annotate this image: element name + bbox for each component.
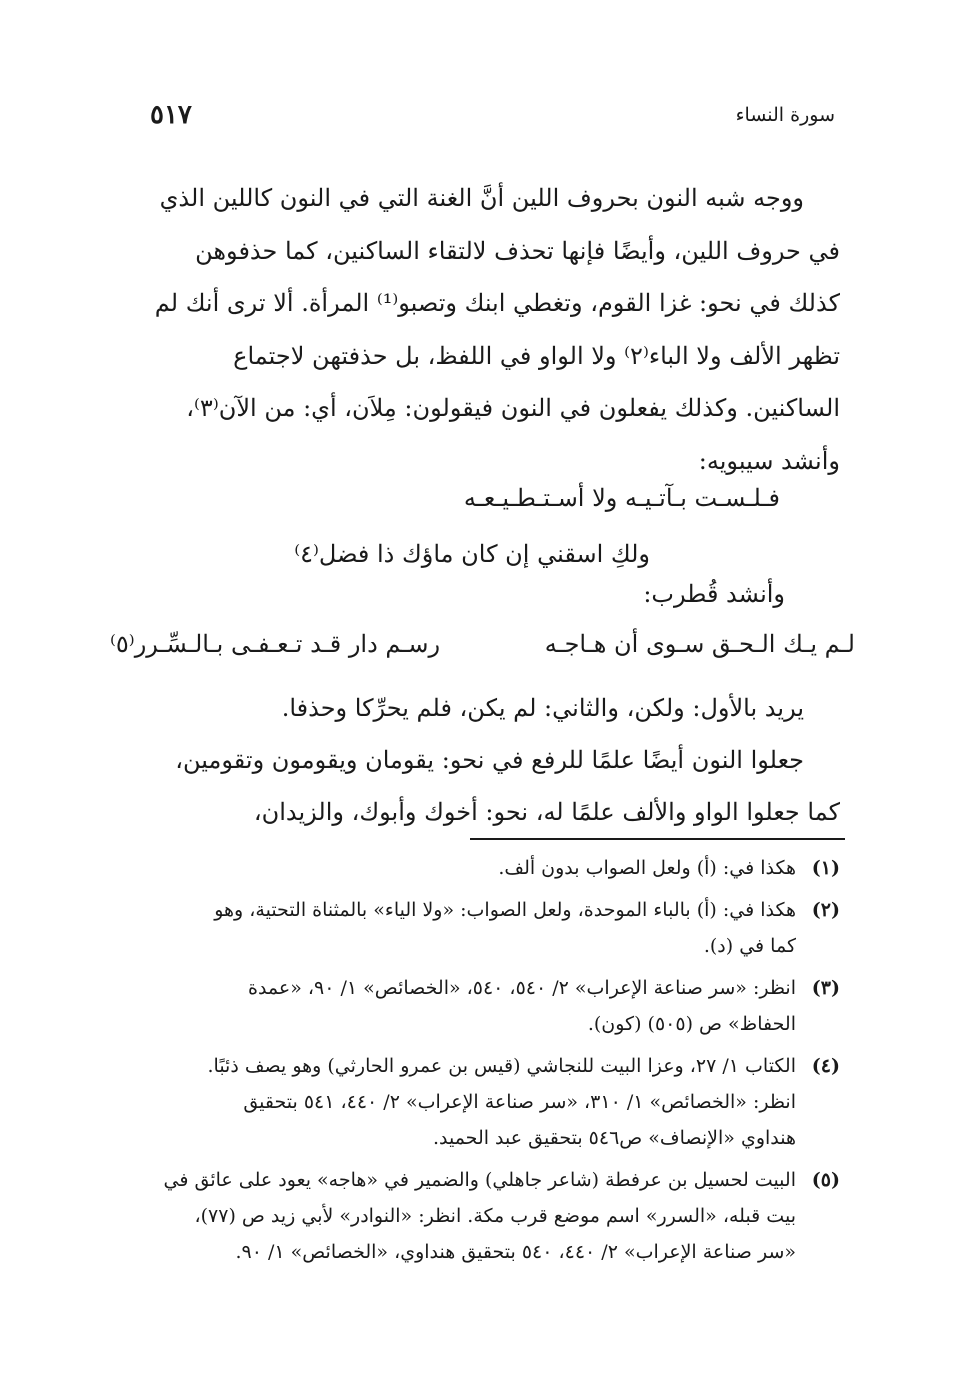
- text-line: ووجه شبه النون بحروف اللين أنَّ الغنة التي في النون كاللين الذي: [159, 184, 804, 212]
- footnote-divider: [470, 838, 845, 840]
- footnote-line: البيت لحسيل بن عرفطة (شاعر جاهلي) والضمير في «هاجه» يعود على عائق في: [163, 1169, 796, 1191]
- footnote-number: (١): [811, 857, 840, 879]
- text-line: وأنشد سيبويه:: [698, 446, 840, 475]
- footnote-1: [110, 850, 840, 886]
- footnote-line: هكذا في: (أ) بالباء الموحدة، ولعل الصواب: «ولا الياء» بالمثناة التحتية، وهو: [214, 899, 796, 921]
- footnote-line: بيت قبله، «السرر» اسم موضع قرب مكة. انظر: «النوادر» لأبي زيد ص (٧٧)،: [194, 1205, 796, 1227]
- footnote-line: انظر: «سر صناعة الإعراب» ٢/ ٥٤٠، ٥٤٠، «الخصائص» ١/ ٩٠، «عمدة: [248, 977, 796, 999]
- page-header: [150, 100, 835, 144]
- footnotes: [110, 850, 840, 1276]
- footnote-line: انظر: «الخصائص» ١/ ٣١٠، «سر صناعة الإعراب» ٢/ ٤٤٠، ٥٤١ بتحقيق: [243, 1091, 796, 1113]
- verse-hemistich: رسـم دار قـد تـعـفـى بـالـسِّـرر⁽٥⁾: [110, 630, 441, 658]
- verse-hemistich: ولكِ اسقني إن كان ماؤك ذا فضل⁽٤⁾: [294, 540, 650, 568]
- footnote-line: الحفاظ» ص (٥٠٥) (كون).: [587, 1013, 796, 1035]
- poetry-verse-2: [110, 630, 855, 674]
- footnote-line: هنداوي «الإنصاف» ص٥٤٦ بتحقيق عبد الحميد.: [432, 1127, 796, 1149]
- text-line: كما جعلوا الواو والألف علمًا له، نحو: أخوك وأبوك، والزيدان،: [253, 798, 840, 826]
- footnote-number: (٣): [811, 977, 840, 999]
- verse-hemistich: لـم يـك الـحـق سـوى أن هـاجـه: [544, 630, 855, 658]
- footnote-number: (٤): [811, 1055, 840, 1077]
- footnote-line: كما في (د).: [703, 935, 796, 957]
- text-line: جعلوا النون أيضًا علمًا للرفع في نحو: يقومان ويقومون وتقومين،: [175, 746, 804, 774]
- footnote-4: [110, 1048, 840, 1156]
- verse-hemistich: فـلـسـت بـآتـيـه ولا أسـتـطـيـعـه: [463, 484, 780, 512]
- page-number: ٥١٧: [150, 100, 192, 130]
- text-line: الساكنين. وكذلك يفعلون في النون فيقولون: مِلاَن، أي: من الآن⁽٣⁾،: [186, 394, 840, 422]
- footnote-5: [110, 1162, 840, 1270]
- text-line: يريد بالأول: ولكن، والثاني: لم يكن، فلم يحرِّكا وحذفا.: [281, 694, 804, 722]
- main-text: [110, 172, 840, 487]
- footnote-line: هكذا في: (أ) ولعل الصواب بدون ألف.: [498, 857, 796, 879]
- footnote-3: [110, 970, 840, 1042]
- verse-intro: وأنشد قُطرب:: [643, 580, 785, 608]
- footnote-line: «سر صناعة الإعراب» ٢/ ٤٤٠، ٥٤٠ بتحقيق هنداوي، «الخصائص» ١/ ٩٠.: [235, 1241, 796, 1263]
- surah-title: سورة النساء: [735, 104, 835, 126]
- footnote-2: [110, 892, 840, 964]
- footnote-line: الكتاب ١/ ٢٧، وعزا البيت للنجاشي (قيس بن عمرو الحارثي) وهو يصف ذئبًا.: [207, 1055, 796, 1077]
- footnote-number: (٢): [811, 899, 840, 921]
- main-text-continued: [110, 682, 840, 838]
- text-line: في حروف اللين، وأيضًا فإنها تحذف لالتقاء الساكنين، كما حذفوهن: [195, 236, 840, 265]
- text-line: كذلك في نحو: غزا القوم، وتغطي ابنك وتصبو⁽¹⁾ المرأة. ألا ترى أنك لم: [154, 289, 840, 317]
- footnote-number: (٥): [811, 1169, 840, 1191]
- text-line: تظهر الألف ولا الباء⁽٢⁾ ولا الواو في اللفظ، بل حذفتهن لاجتماع: [233, 341, 840, 370]
- poetry-verse-1: [110, 476, 840, 576]
